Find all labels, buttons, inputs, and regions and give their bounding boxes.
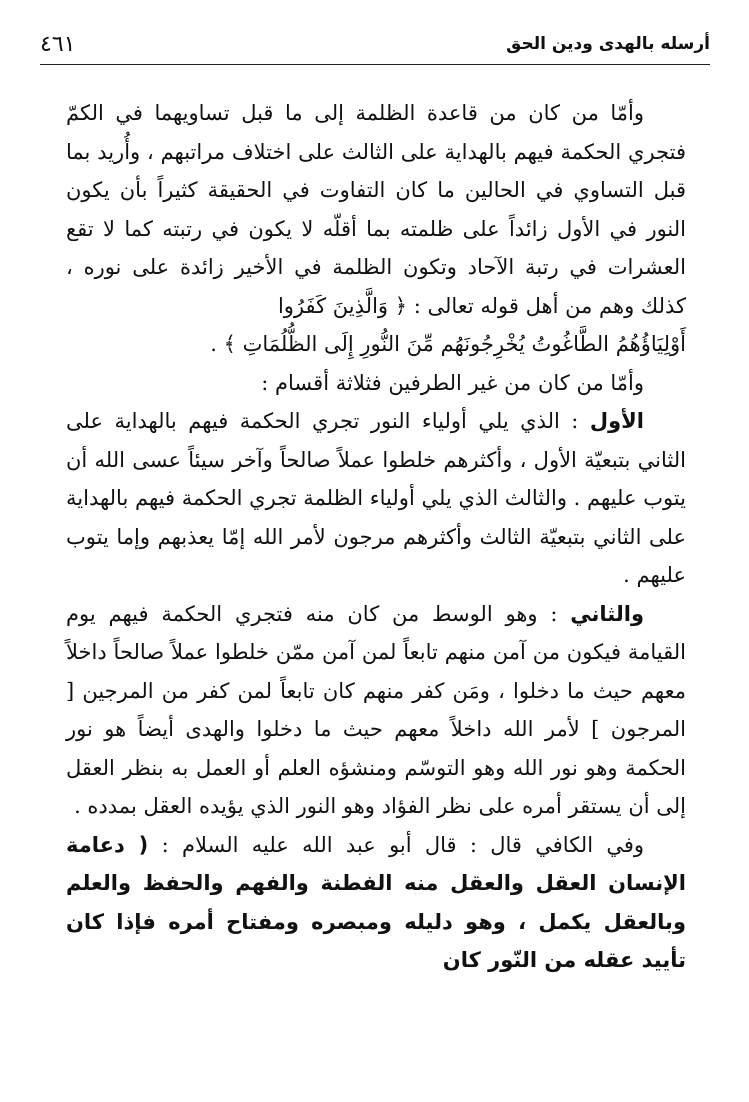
paragraph-5 (66, 826, 686, 980)
running-title: أرسله بالهدى ودين الحق (506, 34, 710, 54)
page-number: ٤٦١ (40, 32, 76, 57)
page-body (66, 94, 686, 980)
kafi-intro: وفي الكافي قال : قال أبو عبد الله عليه السلام : (161, 832, 645, 857)
paragraph-4-text: : وهو الوسط من كان منه فتجري الحكمة فيهم يوم القيامة فيكون من آمن منهم تابعاً لمن آمن ممّن خلطوا عملاً صالحاً داخلاً معهم حيث ما دخلوا ، ومَن كفر منهم كان تابعاً لمن كفر من المرجين [ المرجون ] لأمر الله داخلاً معهم حيث ما دخلوا والهدى أيضاً هو نور الحكمة وهو نور الله وهو التوسّم ومنشؤه العلم أو العمل به بنظر العقل إلى أن يستقر أمره على نظر الفؤاد وهو النور الذي يؤيده العقل بمدده . (66, 601, 686, 818)
hadith-quote: ( دعامة الإنسان العقل والعقل منه الفطنة والفهم والحفظ والعلم وبالعقل يكمل ، وهو دليله ومبصره ومفتاح أمره فإذا كان تأييد عقله من النّور كان (66, 832, 686, 972)
page-header (40, 32, 710, 64)
paragraph-2: وأمّا من كان من غير الطرفين فثلاثة أقسام : (261, 370, 644, 395)
header-rule (40, 64, 710, 65)
term-second: والثاني (570, 601, 644, 626)
paragraph-3-text: : الذي يلي أولياء النور تجري الحكمة فيهم بالهداية على الثاني بتبعيّة الأول ، وأكثرهم خلطوا عملاً صالحاً وآخر سيئاً عسى الله أن يتوب عليهم . والثالث الذي يلي أولياء الظلمة تجري الحكمة فيهم بالهداية على الثاني بتبعيّة الثالث وأكثرهم مرجون لأمر الله إمّا يعذبهم وإما يتوب عليهم . (66, 409, 686, 587)
paragraph-1 (66, 94, 686, 325)
term-first: الأول (589, 409, 644, 433)
paragraph-3 (66, 402, 686, 595)
quran-quote-end: أَوْلِيَاؤُهُمُ الطَّاغُوتُ يُخْرِجُونَهُم مِّنَ النُّورِ إِلَى الظُّلُمَاتِ ﴾ . (210, 332, 686, 356)
paragraph-4 (66, 595, 686, 826)
paragraph-1-text: وأمّا من كان من قاعدة الظلمة إلى ما قبل تساويهما في الكمّ فتجري الحكمة فيهم بالهداية على الثالث على اختلاف مراتبهم ، وأُريد بما قبل التساوي في الحالين ما كان التفاوت في الحقيقة كثيراً بأن يكون النور في الأول زائداً على ظلمته بما أقلّه لا يكون في رتبته كما لا تقع العشرات في رتبة الآحاد وتكون الظلمة في الأخير زائدة على نوره ، كذلك وهم من أهل قوله تعالى : ﴿ وَالَّذِينَ كَفَرُوا (66, 101, 686, 318)
